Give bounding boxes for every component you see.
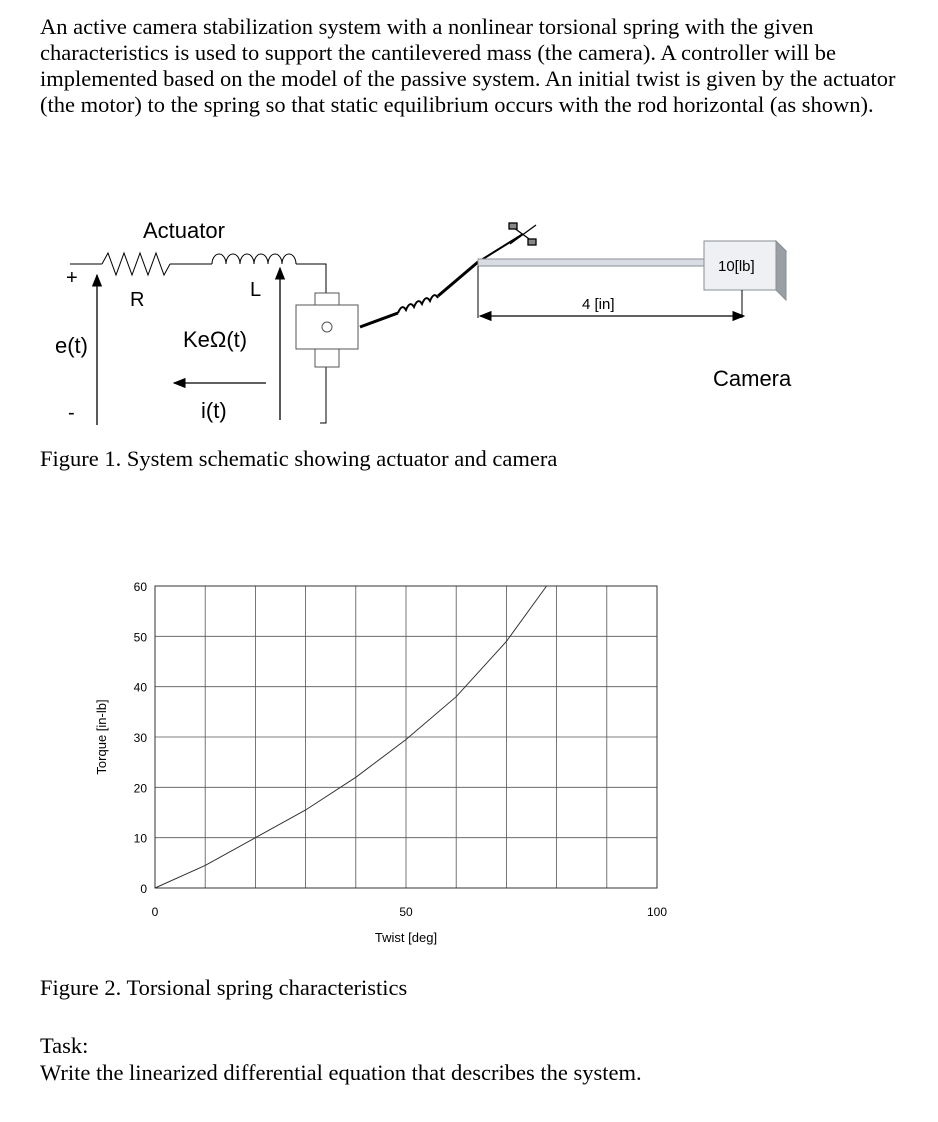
inductor-symbol [212, 254, 296, 264]
y-tick-label: 60 [133, 580, 147, 594]
task-label: Task: [40, 1033, 89, 1058]
x-axis-label: Twist [deg] [374, 930, 438, 945]
figure2-caption: Figure 2. Torsional spring characteristics [40, 975, 408, 1000]
y-axis-label: Torque [in-lb] [94, 699, 109, 775]
actuator-label: Actuator [143, 218, 225, 243]
y-tick-label: 20 [133, 781, 147, 796]
support-icon [478, 223, 536, 262]
y-tick-label: 40 [133, 680, 147, 695]
plot-frame [155, 586, 657, 888]
motor-icon [296, 293, 358, 367]
resistor-symbol [102, 253, 170, 275]
y-tick-label: 30 [133, 731, 147, 745]
x-tick-label: 0 [151, 905, 159, 919]
task-text: Write the linearized differential equation that describes the system. [40, 1060, 642, 1085]
camera-label: Camera [713, 366, 792, 391]
chart-grid [155, 586, 657, 888]
voltage-label: e(t) [55, 333, 88, 358]
x-tick-label: 50 [399, 905, 413, 919]
figure1-caption: Figure 1. System schematic showing actuator and camera [40, 446, 558, 471]
back-emf-label: KeΩ(t) [183, 327, 248, 352]
y-tick-label: 10 [133, 831, 147, 846]
cantilever-rod [478, 259, 704, 266]
y-tick-label: 0 [140, 882, 147, 896]
minus-sign: - [68, 402, 75, 424]
y-tick-label: 50 [133, 630, 147, 645]
mass-label: 10[lb] [718, 258, 755, 275]
current-label: i(t) [201, 398, 227, 423]
system-schematic [0, 0, 938, 440]
chart-ticks [134, 580, 668, 919]
chart-axes [155, 586, 657, 888]
plus-sign: + [66, 267, 78, 289]
resistor-label: R [130, 289, 145, 311]
problem-statement: An active camera stabilization system with a nonlinear torsional spring with the given characteristics is used to support the cantilevered mass (the camera). A controller will be implemented based on the model of the passive system. An initial twist is given by the actuator (the motor) to the spring so that static equilibrium occurs with the rod horizontal (as shown). [40, 14, 896, 117]
torsional-spring-icon [360, 262, 478, 327]
spring-curve [155, 586, 547, 888]
x-tick-label: 100 [646, 905, 668, 919]
rod-length-label: 4 [in] [582, 296, 615, 313]
inductor-label: L [250, 279, 262, 301]
